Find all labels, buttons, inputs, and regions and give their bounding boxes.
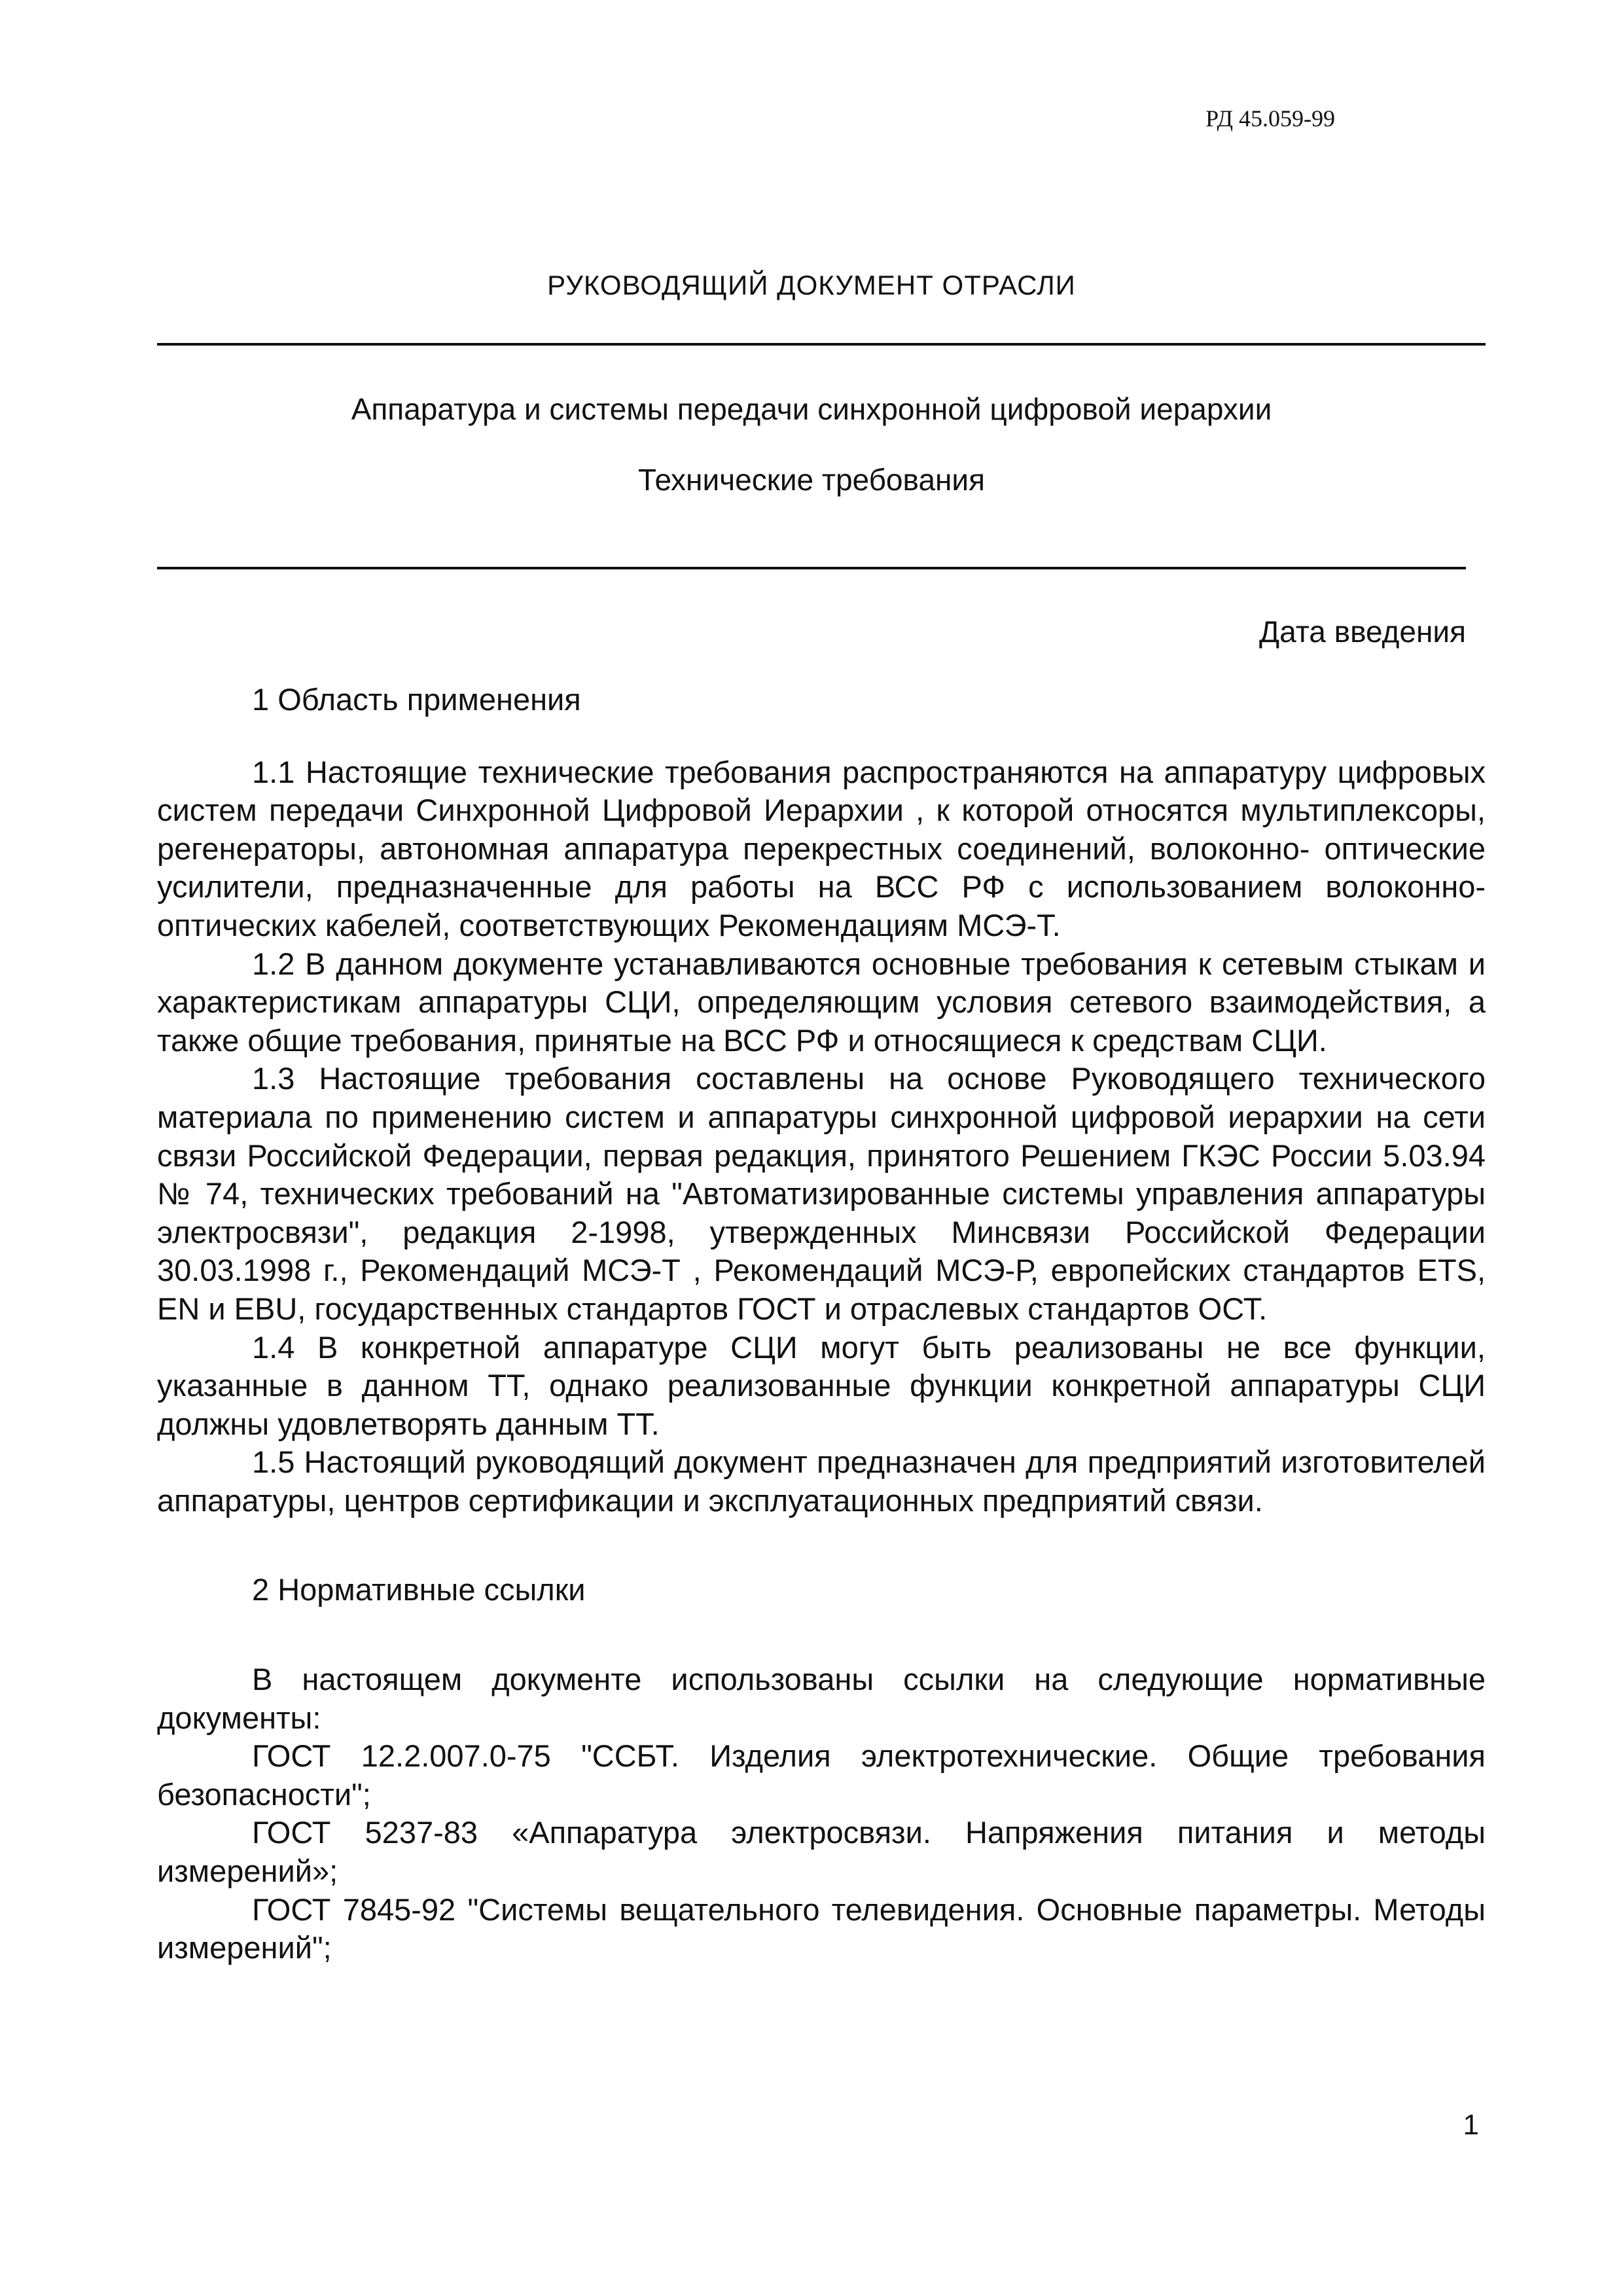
- reference-item: ГОСТ 5237-83 «Аппаратура электросвязи. Напряжения питания и методы измерений»;: [157, 1815, 1486, 1889]
- bottom-rule: [157, 567, 1466, 569]
- paragraph: 1.4 В конкретной аппаратуре СЦИ могут быть реализованы не все функции, указанные в данном ТТ, однако реализованные функции конкретной аппаратуры СЦИ должны удовлетворять данным ТТ.: [157, 1329, 1486, 1441]
- section-heading: 1 Область применения: [252, 682, 581, 717]
- document-code: РД 45.059-99: [1205, 105, 1335, 132]
- document-subtitle: Технические требования: [637, 463, 986, 497]
- reference-item: ГОСТ 7845-92 "Системы вещательного телевидения. Основные параметры. Методы измерений";: [157, 1892, 1486, 1965]
- intro-date-label: Дата введения: [1258, 615, 1466, 649]
- document-type-header: РУКОВОДЯЩИЙ ДОКУМЕНТ ОТРАСЛИ: [547, 270, 1076, 300]
- top-rule: [157, 343, 1486, 346]
- reference-item: ГОСТ 12.2.007.0-75 "ССБТ. Изделия электротехнические. Общие требования безопасности";: [157, 1738, 1486, 1812]
- paragraph: 1.1 Настоящие технические требования распространяются на аппаратуру цифровых систем передачи Синхронной Цифровой Иерархии , к которой относятся мультиплексоры, регенераторы, автономная аппаратура перекрестных соединений, волоконно- оптические усилители, предназначенные для работы на ВСС РФ с использованием волоконно-оптических кабелей, соответствующих Рекомендациям МСЭ-Т.: [157, 754, 1486, 942]
- paragraph: 1.3 Настоящие требования составлены на основе Руководящего технического материала по применению систем и аппаратуры синхронной цифровой иерархии на сети связи Российской Федерации, первая редакция, принятого Решением ГКЭС России 5.03.94 № 74, технических требований на "Автоматизированные системы управления аппаратуры электросвязи", редакция 2-1998, утвержденных Минсвязи Российской Федерации 30.03.1998 г., Рекомендаций МСЭ-Т , Рекомендаций МСЭ-Р, европейских стандартов ETS, EN и EBU, государственных стандартов ГОСТ и отраслевых стандартов ОСТ.: [157, 1061, 1486, 1326]
- paragraph: 1.5 Настоящий руководящий документ предназначен для предприятий изготовителей аппаратуры, центров сертификации и эксплуатационных предприятий связи.: [157, 1444, 1486, 1518]
- section-spacer: [157, 1520, 1486, 1571]
- paragraph: В настоящем документе использованы ссылки на следующие нормативные документы:: [157, 1662, 1486, 1735]
- document-body: [157, 681, 1486, 1967]
- section-heading: 2 Нормативные ссылки: [252, 1572, 586, 1607]
- document-title: Аппаратура и системы передачи синхронной цифровой иерархии: [351, 392, 1272, 426]
- page-number: 1: [1463, 2109, 1479, 2141]
- paragraph: 1.2 В данном документе устанавливаются основные требования к сетевым стыкам и характеристикам аппаратуры СЦИ, определяющим условия сетевого взаимодействия, а также общие требования, принятые на ВСС РФ и относящиеся к средствам СЦИ.: [157, 946, 1486, 1058]
